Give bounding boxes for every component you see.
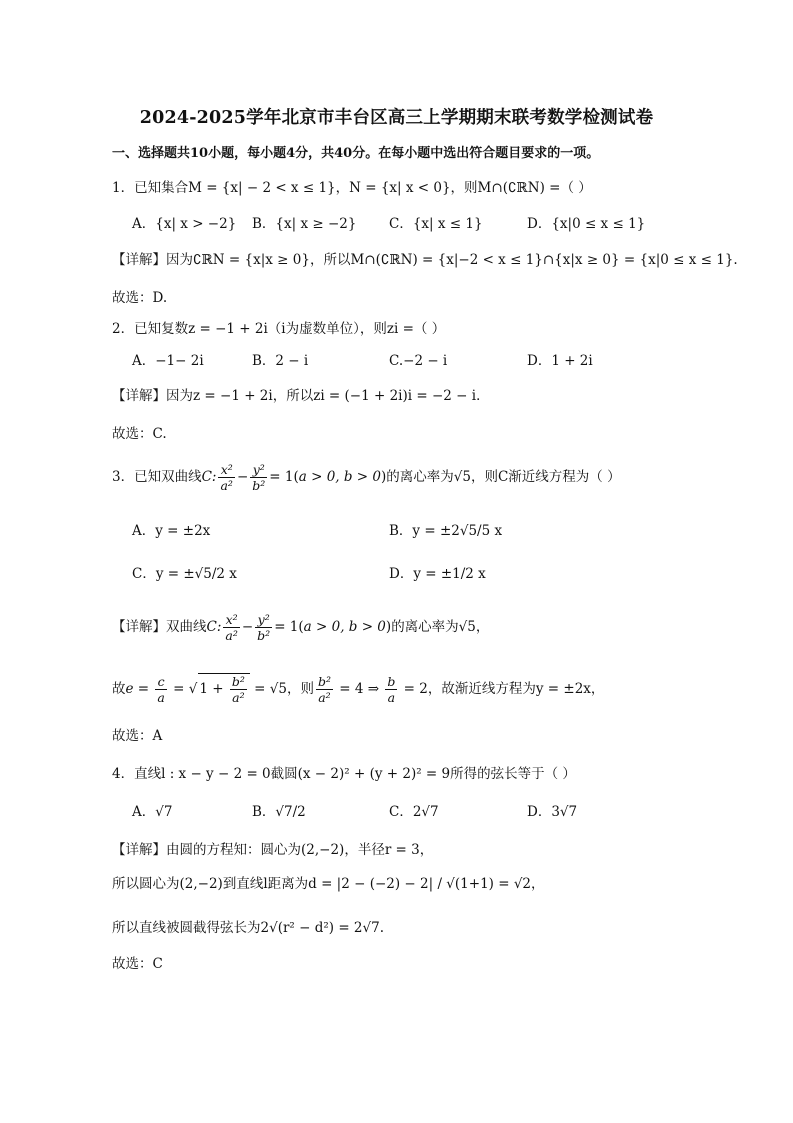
- section-heading: 一、选择题共10小题，每小题4分，共40分。在每小题中选出符合题目要求的一项。: [112, 146, 600, 161]
- q3-option-a: A．y = ±2x: [132, 523, 211, 539]
- q4-answer: 故选：C: [112, 956, 163, 972]
- q1-answer: 故选：D.: [112, 290, 168, 306]
- q1-option-a: A．{x| x > −2}: [132, 216, 237, 232]
- q1-option-d: D．{x|0 ≤ x ≤ 1}: [527, 216, 646, 232]
- q3-option-d: D．y = ±1/2 x: [389, 566, 486, 582]
- q3-detail-2: 故e = $\frac{c}{a}$ = √ 1 + $\frac{\text{b²}}{\text{a²}}$ = √5，则 $\frac{\text{b²}}{\text{a²}}$ = 4 ⇒ $\frac{b}{a}$ = 2，故渐近线方程为y = ±2x，: [112, 674, 605, 705]
- q2-option-a: A．−1− 2i: [132, 353, 204, 369]
- q4-option-c: C．2√7: [389, 804, 439, 820]
- page-title: 2024-2025学年北京市丰台区高三上学期期末联考数学检测试卷: [139, 108, 654, 128]
- q4-option-b: B．√7/2: [252, 804, 306, 820]
- q4-option-a: A．√7: [132, 804, 173, 820]
- q4-detail-2: 所以圆心为(2,−2)到直线l距离为d = |2 − (−2) − 2| / √(1+1) = √2，: [112, 876, 545, 892]
- q3-detail-1: [112, 612, 489, 643]
- q1-stem: 1．已知集合M = {x| − 2 < x ≤ 1}，N = {x| x < 0}，则M∩(∁ℝN) =（ ）: [112, 180, 592, 196]
- q1-option-c: C．{x| x ≤ 1}: [389, 216, 483, 232]
- q3-stem: [112, 462, 621, 493]
- q2-option-c: C.−2 − i: [389, 353, 448, 369]
- q1-detail: 【详解】因为∁ℝN = {x|x ≥ 0}，所以M∩(∁ℝN) = {x|−2 < x ≤ 1}∩{x|x ≥ 0} = {x|0 ≤ x ≤ 1}.: [112, 252, 738, 268]
- q3-stem-suffix: 的离心率为√5，则C渐近线方程为（ ）: [386, 469, 621, 485]
- q3-option-c: C．y = ±√5/2 x: [132, 566, 237, 582]
- q3-detail1-suffix: 的离心率为√5，: [391, 619, 490, 635]
- q3-hyperbola-formula: C: $\frac{\text{x²}}{\text{a²}}$ − $\frac{\text{y²}}{\text{b²}}$ = 1(a > 0, b > 0): [201, 462, 387, 493]
- q2-stem: 2．已知复数z = −1 + 2i（i为虚数单位），则zi =（ ）: [112, 321, 446, 337]
- q3-stem-prefix: 3．已知双曲线: [112, 469, 202, 485]
- q4-detail-1: 【详解】由圆的方程知：圆心为(2,−2)，半径r = 3，: [112, 842, 434, 858]
- q2-answer: 故选：C.: [112, 426, 167, 442]
- q4-option-d: D．3√7: [527, 804, 578, 820]
- q4-stem: 4．直线l : x − y − 2 = 0截圆(x − 2)² + (y + 2)² = 9所得的弦长等于（ ）: [112, 766, 576, 782]
- q3-detail-formula: C: $\frac{\text{x²}}{\text{a²}}$ − $\frac{\text{y²}}{\text{b²}}$ = 1(a > 0, b > 0): [206, 612, 392, 643]
- q2-option-b: B．2 − i: [252, 353, 309, 369]
- q1-option-b: B．{x| x ≥ −2}: [252, 216, 357, 232]
- q3-option-b: B．y = ±2√5/5 x: [389, 523, 503, 539]
- q3-answer: 故选：A: [112, 728, 163, 744]
- q3-detail1-prefix: 【详解】双曲线: [112, 619, 207, 635]
- q3-detail2-suffix: ，故渐近线方程为y = ±2x，: [427, 681, 605, 697]
- q4-detail-3: 所以直线被圆截得弦长为2√(r² − d²) = 2√7.: [112, 920, 385, 936]
- q2-option-d: D．1 + 2i: [527, 353, 593, 369]
- q2-detail: 【详解】因为z = −1 + 2i，所以zi = (−1 + 2i)i = −2 − i．: [112, 388, 490, 404]
